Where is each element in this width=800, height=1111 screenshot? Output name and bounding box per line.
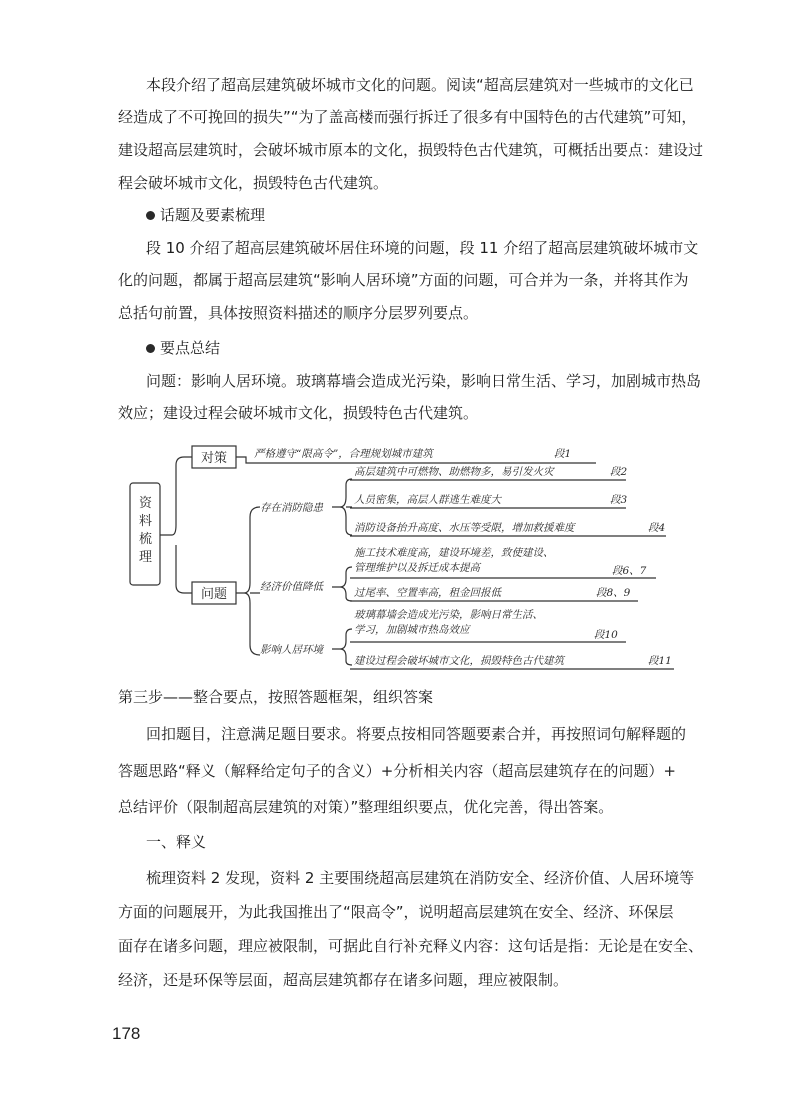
- fire-ref-1: 段2: [610, 466, 628, 478]
- para5-line-1: 梳理资料 2 发现，资料 2 主要围绕超高层建筑在消防安全、经济价值、人居环境等: [146, 869, 695, 887]
- countermeasure-ref: 段1: [554, 448, 572, 460]
- fire-bracket: [332, 479, 352, 535]
- economy-item-1b: 管理维护以及拆迁成本提高: [354, 562, 480, 574]
- fire-item-3: 消防设备抬升高度、水压等受限，增加救援难度: [354, 522, 575, 534]
- sub-economy: 经济价值降低: [260, 581, 323, 593]
- para5-line-3: 面存在诸多问题，理应被限制，可据此自行补充释义内容：这句话是指：无论是在安全、: [118, 937, 704, 955]
- environment-item-1a: 玻璃幕墙会造成光污染，影响日常生活、: [354, 609, 543, 621]
- root-char-3: 梳: [139, 532, 153, 547]
- para1-line-1: 本段介绍了超高层建筑破坏城市文化的问题。阅读“超高层建筑对一些城市的文化已: [146, 76, 694, 94]
- para1-line-3: 建设超高层建筑时，会破坏城市原本的文化，损毁特色古代建筑，可概括出要点：建设过: [118, 141, 704, 159]
- material-mindmap: [126, 435, 686, 680]
- bullet-icon: [146, 344, 155, 353]
- root-char-1: 资: [139, 496, 153, 511]
- environment-item-1b: 学习，加剧城市热岛效应: [354, 624, 470, 636]
- sub-environment: 影响人居环境: [260, 644, 323, 656]
- countermeasure-item: 严格遵守“限高令”，合理规划城市建筑: [254, 448, 433, 460]
- fire-item-1: 高层建筑中可燃物、助燃物多，易引发火灾: [354, 466, 554, 478]
- bullet-icon: [146, 211, 155, 220]
- economy-item-2: 过尾率、空置率高，租金回报低: [354, 587, 501, 599]
- para2-line-3: 总括句前置，具体按照资料描述的顺序分层罗列要点。: [118, 304, 479, 322]
- branch-countermeasure: 对策: [201, 451, 228, 466]
- fire-ref-2: 段3: [610, 494, 628, 506]
- para3-line-2: 效应；建设过程会破坏城市文化，损毁特色古代建筑。: [118, 404, 479, 422]
- para4-line-1: 回扣题目，注意满足题目要求。将要点按相同答题要素合并，再按照词句解释题的: [146, 725, 687, 743]
- page-number: 178: [112, 1024, 141, 1043]
- economy-item-1a: 施工技术难度高，建设环境差，致使建设、: [354, 547, 554, 559]
- para5-line-2: 方面的问题展开，为此我国推出了“限高令”，说明超高层建筑在安全、经济、环保层: [118, 903, 674, 921]
- para3-line-1: 问题：影响人居环境。玻璃幕墙会造成光污染，影响日常生活、学习，加剧城市热岛: [146, 372, 702, 390]
- heading-summary: 要点总结: [160, 339, 221, 357]
- para4-line-2: 答题思路“释义（解释给定句子的含义）+分析相关内容（超高层建筑存在的问题）+: [118, 762, 676, 780]
- economy-ref-1: 段6、7: [612, 565, 647, 577]
- para5-line-4: 经济，还是环保等层面，超高层建筑都存在诸多问题，理应被限制。: [118, 971, 569, 989]
- fire-item-2: 人员密集，高层人群逃生难度大: [354, 494, 501, 506]
- step3-title: 第三步——整合要点，按照答题框架，组织答案: [118, 688, 434, 706]
- para2-line-1: 段 10 介绍了超高层建筑破坏居住环境的问题，段 11 介绍了超高层建筑破坏城市文: [146, 239, 699, 257]
- fire-ref-3: 段4: [648, 522, 666, 534]
- para2-line-2: 化的问题，都属于超高层建筑“影响人居环境”方面的问题，可合并为一条，并将其作为: [118, 271, 689, 289]
- root-bracket: [160, 457, 192, 593]
- para1-line-4: 程会破坏城市文化，损毁特色古代建筑。: [118, 174, 389, 192]
- environment-item-2: 建设过程会破坏城市文化，损毁特色古代建筑: [354, 655, 564, 667]
- sub-fire: 存在消防隐患: [260, 502, 323, 514]
- branch-problem: 问题: [201, 587, 228, 602]
- root-char-4: 理: [139, 550, 153, 565]
- economy-ref-2: 段8、9: [596, 587, 631, 599]
- heading-topic: 话题及要素梳理: [160, 206, 266, 224]
- problem-bracket: [236, 507, 260, 655]
- environment-ref-2: 段11: [648, 655, 672, 667]
- economy-bracket: [332, 567, 352, 601]
- section-one-title: 一、释义: [146, 833, 207, 851]
- environment-bracket: [332, 629, 352, 665]
- root-char-2: 料: [139, 514, 153, 529]
- environment-ref-1: 段10: [594, 629, 618, 641]
- para1-line-2: 经造成了不可挽回的损失”“为了盖高楼而强行拆迁了很多有中国特色的古代建筑”可知，: [118, 108, 697, 126]
- para4-line-3: 总结评价（限制超高层建筑的对策）”整理组织要点，优化完善，得出答案。: [118, 798, 614, 816]
